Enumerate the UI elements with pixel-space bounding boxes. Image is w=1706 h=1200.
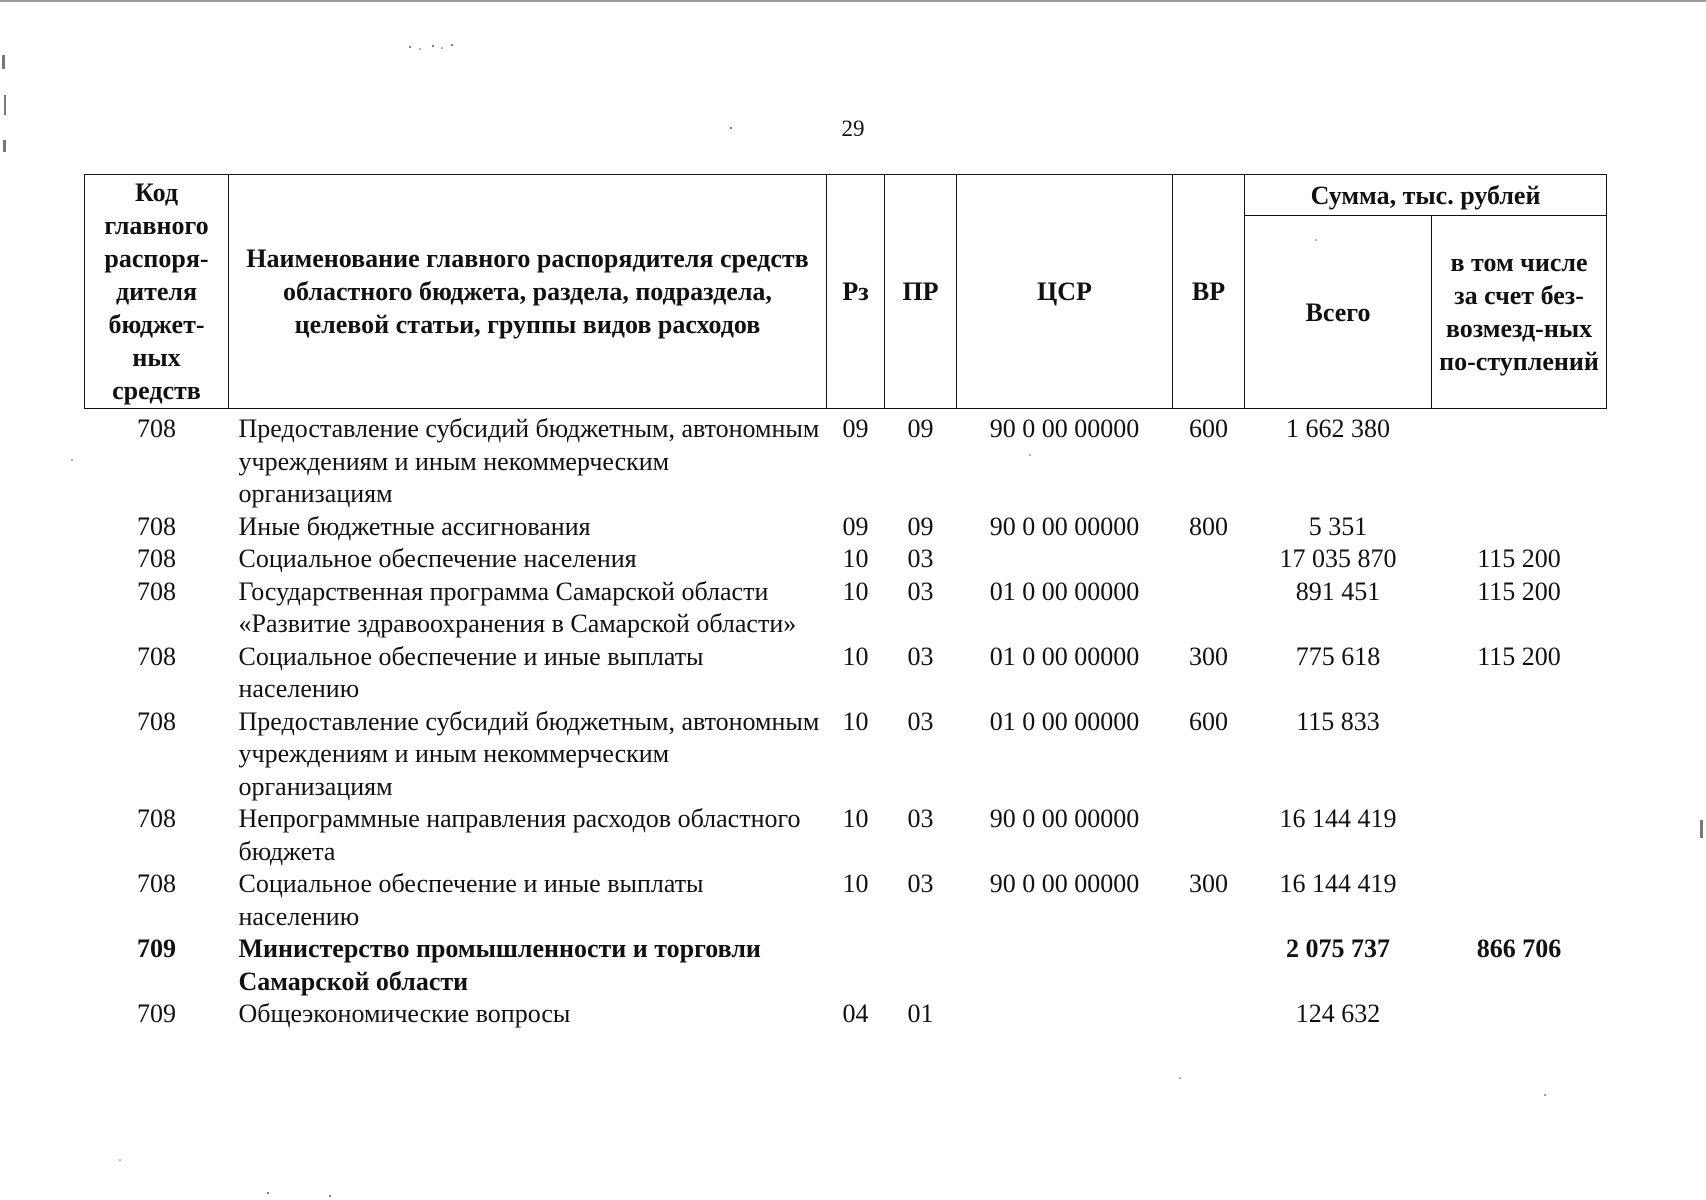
cell-name: Социальное обеспечение и иные выплаты населению — [238, 641, 704, 703]
cell-pr: 03 — [907, 641, 934, 671]
header-pr: ПР — [885, 175, 957, 409]
cell-total: 775 618 — [1295, 641, 1381, 671]
cell-vr — [1173, 998, 1245, 1031]
table-row — [85, 641, 1607, 706]
cell-vr: 600 — [1189, 706, 1228, 736]
budget-table — [84, 174, 1607, 1031]
cell-rz: 10 — [842, 869, 869, 898]
cell-name: Непрограммные направления расходов областного бюджета — [238, 804, 801, 866]
cell-free — [1432, 803, 1607, 868]
table-header — [85, 175, 1607, 409]
page-number: 29 — [841, 116, 865, 141]
table-row — [85, 868, 1607, 933]
cell-code: 708 — [137, 804, 176, 833]
cell-rz: 09 — [842, 511, 869, 541]
cell-pr: 03 — [907, 706, 934, 736]
header-name: Наименование главного распорядителя средств областного бюджета, раздела, подраздела, целевой статьи, группы видов расходов — [229, 175, 827, 409]
cell-free: 115 200 — [1477, 544, 1561, 573]
cell-vr: 800 — [1189, 511, 1228, 541]
cell-rz: 10 — [842, 544, 869, 573]
header-total: Всего — [1245, 216, 1432, 409]
table-row — [85, 409, 1607, 511]
cell-code: 708 — [137, 511, 176, 541]
cell-pr: 09 — [907, 511, 934, 541]
cell-total: 16 144 419 — [1279, 869, 1397, 898]
header-code: Код главного распоря-дителя бюджет-ных средств — [85, 175, 229, 409]
cell-csr: 01 0 00 00000 — [989, 641, 1140, 671]
cell-rz: 04 — [842, 999, 869, 1028]
cell-csr: 90 0 00 00000 — [989, 869, 1140, 898]
cell-pr — [885, 933, 957, 998]
table-row — [85, 511, 1607, 544]
cell-name: Общеэкономические вопросы — [238, 999, 571, 1028]
cell-name: Социальное обеспечение населения — [238, 544, 637, 573]
table-row — [85, 576, 1607, 641]
cell-pr: 03 — [907, 869, 934, 898]
cell-name: Иные бюджетные ассигнования — [238, 511, 591, 541]
cell-total: 16 144 419 — [1279, 804, 1397, 833]
cell-total: 891 451 — [1295, 576, 1381, 606]
table-row — [85, 543, 1607, 576]
cell-free: 866 706 — [1476, 934, 1562, 963]
header-rz: Рз — [827, 175, 885, 409]
cell-total: 1 662 380 — [1286, 414, 1390, 443]
cell-csr — [957, 543, 1173, 576]
cell-code: 708 — [137, 544, 176, 573]
cell-csr — [957, 933, 1173, 998]
cell-total: 115 833 — [1296, 706, 1380, 736]
cell-free: 115 200 — [1477, 576, 1561, 606]
page-top-border — [0, 0, 1706, 2]
table-row — [85, 933, 1607, 998]
cell-rz: 09 — [842, 414, 869, 443]
cell-csr: 01 0 00 00000 — [989, 706, 1140, 736]
cell-code: 708 — [137, 641, 176, 671]
cell-pr: 01 — [907, 999, 934, 1028]
cell-csr: 90 0 00 00000 — [989, 804, 1140, 833]
header-free: в том числе за счет без-возмезд-ных по-ступлений — [1432, 216, 1607, 409]
cell-free — [1432, 998, 1607, 1031]
cell-code: 708 — [137, 414, 176, 443]
header-vr: ВР — [1173, 175, 1245, 409]
table-row — [85, 998, 1607, 1031]
cell-code: 709 — [137, 934, 176, 963]
cell-pr: 03 — [907, 576, 934, 606]
cell-vr — [1173, 543, 1245, 576]
cell-csr — [957, 998, 1173, 1031]
cell-name: Предоставление субсидий бюджетным, автономным учреждениям и иным некоммерческим организациям — [238, 706, 820, 801]
cell-code: 709 — [137, 999, 176, 1028]
cell-total: 2 075 737 — [1286, 934, 1390, 963]
header-csr: ЦСР — [957, 175, 1173, 409]
cell-rz: 10 — [842, 804, 869, 833]
cell-vr: 300 — [1189, 641, 1228, 671]
cell-code: 708 — [137, 869, 176, 898]
cell-pr: 03 — [907, 544, 934, 573]
cell-rz — [827, 933, 885, 998]
cell-rz: 10 — [842, 641, 869, 671]
cell-rz: 10 — [842, 706, 869, 736]
cell-vr: 600 — [1189, 414, 1228, 443]
cell-vr — [1173, 933, 1245, 998]
header-sum-group: Сумма, тыс. рублей — [1245, 175, 1607, 216]
cell-vr: 300 — [1189, 869, 1228, 898]
cell-name: Предоставление субсидий бюджетным, автономным учреждениям и иным некоммерческим организациям — [238, 414, 820, 508]
cell-vr — [1173, 803, 1245, 868]
table-row — [85, 706, 1607, 804]
cell-vr — [1173, 576, 1245, 641]
cell-name: Государственная программа Самарской области «Развитие здравоохранения в Самарской области» — [238, 576, 797, 638]
cell-free: 115 200 — [1477, 641, 1561, 671]
cell-free — [1432, 706, 1607, 804]
cell-free — [1432, 511, 1607, 544]
cell-name: Социальное обеспечение и иные выплаты населению — [238, 869, 704, 931]
cell-pr: 09 — [907, 414, 934, 443]
cell-csr: 01 0 00 00000 — [989, 576, 1140, 606]
cell-total: 17 035 870 — [1279, 544, 1397, 573]
cell-free — [1432, 868, 1607, 933]
cell-csr: 90 0 00 00000 — [989, 511, 1140, 541]
cell-free — [1432, 409, 1607, 511]
cell-name: Министерство промышленности и торговли Самарской области — [238, 934, 761, 996]
cell-total: 5 351 — [1308, 511, 1368, 541]
cell-rz: 10 — [842, 576, 869, 606]
cell-csr: 90 0 00 00000 — [989, 414, 1140, 443]
table-body — [85, 409, 1607, 1031]
table-row — [85, 803, 1607, 868]
cell-total: 124 632 — [1295, 999, 1381, 1028]
cell-code: 708 — [137, 706, 176, 736]
cell-pr: 03 — [907, 804, 934, 833]
cell-code: 708 — [137, 576, 176, 606]
